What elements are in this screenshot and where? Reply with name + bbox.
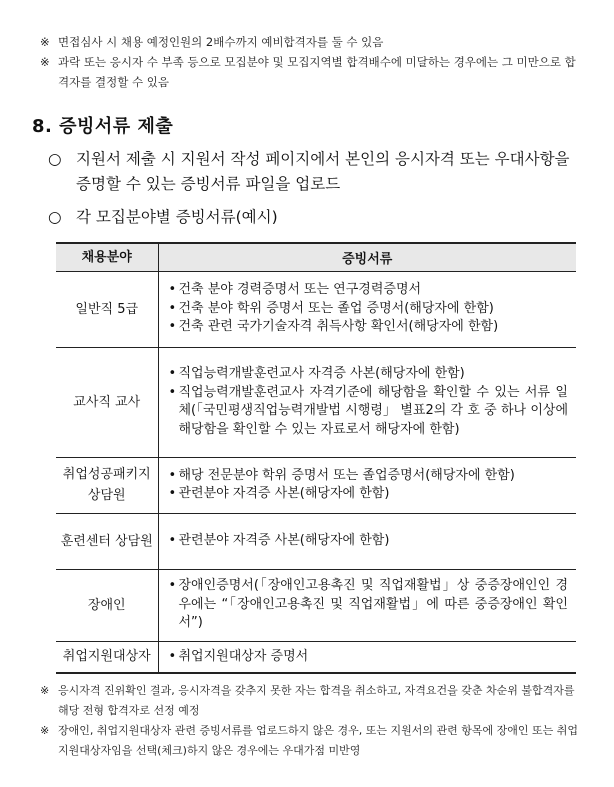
paragraph-examples	[48, 205, 584, 230]
table-row	[56, 569, 576, 641]
document-item: • 취업지원대상자 증명서	[169, 648, 569, 667]
row-category: 일반직 5급	[56, 271, 158, 347]
row-category: 훈련센터 상담원	[56, 513, 158, 569]
header-documents: 증빙서류	[158, 243, 576, 271]
top-note-text: 과락 또는 응시자 수 부족 등으로 모집분야 및 모집지역별 합격배수에 미달하는 경우에는 그 미만으로 합격자를 결정할 수 있음	[58, 55, 576, 89]
row-category: 교사직 교사	[56, 347, 158, 457]
document-item: • 건축 관련 국가기술자격 취득사항 확인서(해당자에 한함)	[169, 318, 569, 337]
paragraph-upload	[48, 147, 584, 197]
document-item: • 건축 분야 학위 증명서 또는 졸업 증명서(해당자에 한함)	[169, 300, 569, 319]
document-item: • 관련분야 자격증 사본(해당자에 한함)	[169, 532, 569, 551]
paragraph-text: 각 모집분야별 증빙서류(예시)	[76, 208, 278, 226]
document-item: • 건축 분야 경력증명서 또는 연구경력증명서	[169, 281, 569, 300]
reference-mark: ※	[40, 684, 50, 697]
bottom-note-text: 응시자격 진위확인 결과, 응시자격을 갖추지 못한 자는 합격을 취소하고, 자격요건을 갖춘 차순위 불합격자를 해당 전형 합격자로 선정 예정	[58, 684, 575, 717]
top-note-2	[42, 52, 584, 92]
row-documents	[158, 569, 576, 641]
reference-mark: ※	[40, 724, 50, 737]
top-note-text: 면접심사 시 채용 예정인원의 2배수까지 예비합격자를 둘 수 있음	[58, 35, 384, 49]
reference-mark: ※	[40, 35, 50, 49]
row-category: 장애인	[56, 569, 158, 641]
table-row	[56, 513, 576, 569]
circle-bullet-icon: ○	[48, 208, 62, 226]
document-item: • 장애인증명서(「장애인고용촉진 및 직업재활법」상 중증장애인인 경우에는 “「장애인고용촉진 및 직업재활법」에 따른 중증장애인 확인서”)	[169, 577, 569, 633]
row-category: 취업지원대상자	[56, 641, 158, 673]
bottom-note-text: 장애인, 취업지원대상자 관련 증빙서류를 업로드하지 않은 경우, 또는 지원서의 관련 항목에 장애인 또는 취업지원대상자임을 선택(체크)하지 않은 경우에는 우대가점 미반영	[58, 724, 578, 757]
document-item: • 관련분야 자격증 사본(해당자에 한함)	[169, 485, 569, 504]
top-note-1	[42, 32, 584, 52]
bottom-note-1	[42, 681, 584, 721]
row-documents	[158, 271, 576, 347]
row-documents	[158, 347, 576, 457]
document-item: • 직업능력개발훈련교사 자격기준에 해당함을 확인할 수 있는 서류 일체(「국민평생직업능력개발법 시행령」 별표2의 각 호 중 하나 이상에 해당함을 확인할 수 있는 자료로서 해당자에 한함)	[169, 384, 569, 440]
section-title: 8. 증빙서류 제출	[32, 116, 174, 137]
table-header-row	[56, 243, 576, 271]
row-documents	[158, 641, 576, 673]
document-item: • 직업능력개발훈련교사 자격증 사본(해당자에 한함)	[169, 365, 569, 384]
circle-bullet-icon: ○	[48, 150, 62, 168]
table-row	[56, 457, 576, 513]
reference-mark: ※	[40, 55, 50, 69]
table-row	[56, 271, 576, 347]
row-category: 취업성공패키지 상담원	[56, 457, 158, 513]
document-item: • 해당 전문분야 학위 증명서 또는 졸업증명서(해당자에 한함)	[169, 467, 569, 486]
table-row	[56, 641, 576, 673]
header-category: 채용분야	[56, 243, 158, 271]
row-documents	[158, 513, 576, 569]
documents-table	[56, 242, 576, 674]
paragraph-text: 지원서 제출 시 지원서 작성 페이지에서 본인의 응시자격 또는 우대사항을 증명할 수 있는 증빙서류 파일을 업로드	[76, 150, 570, 193]
table-row	[56, 347, 576, 457]
row-documents	[158, 457, 576, 513]
bottom-note-2	[42, 721, 584, 761]
